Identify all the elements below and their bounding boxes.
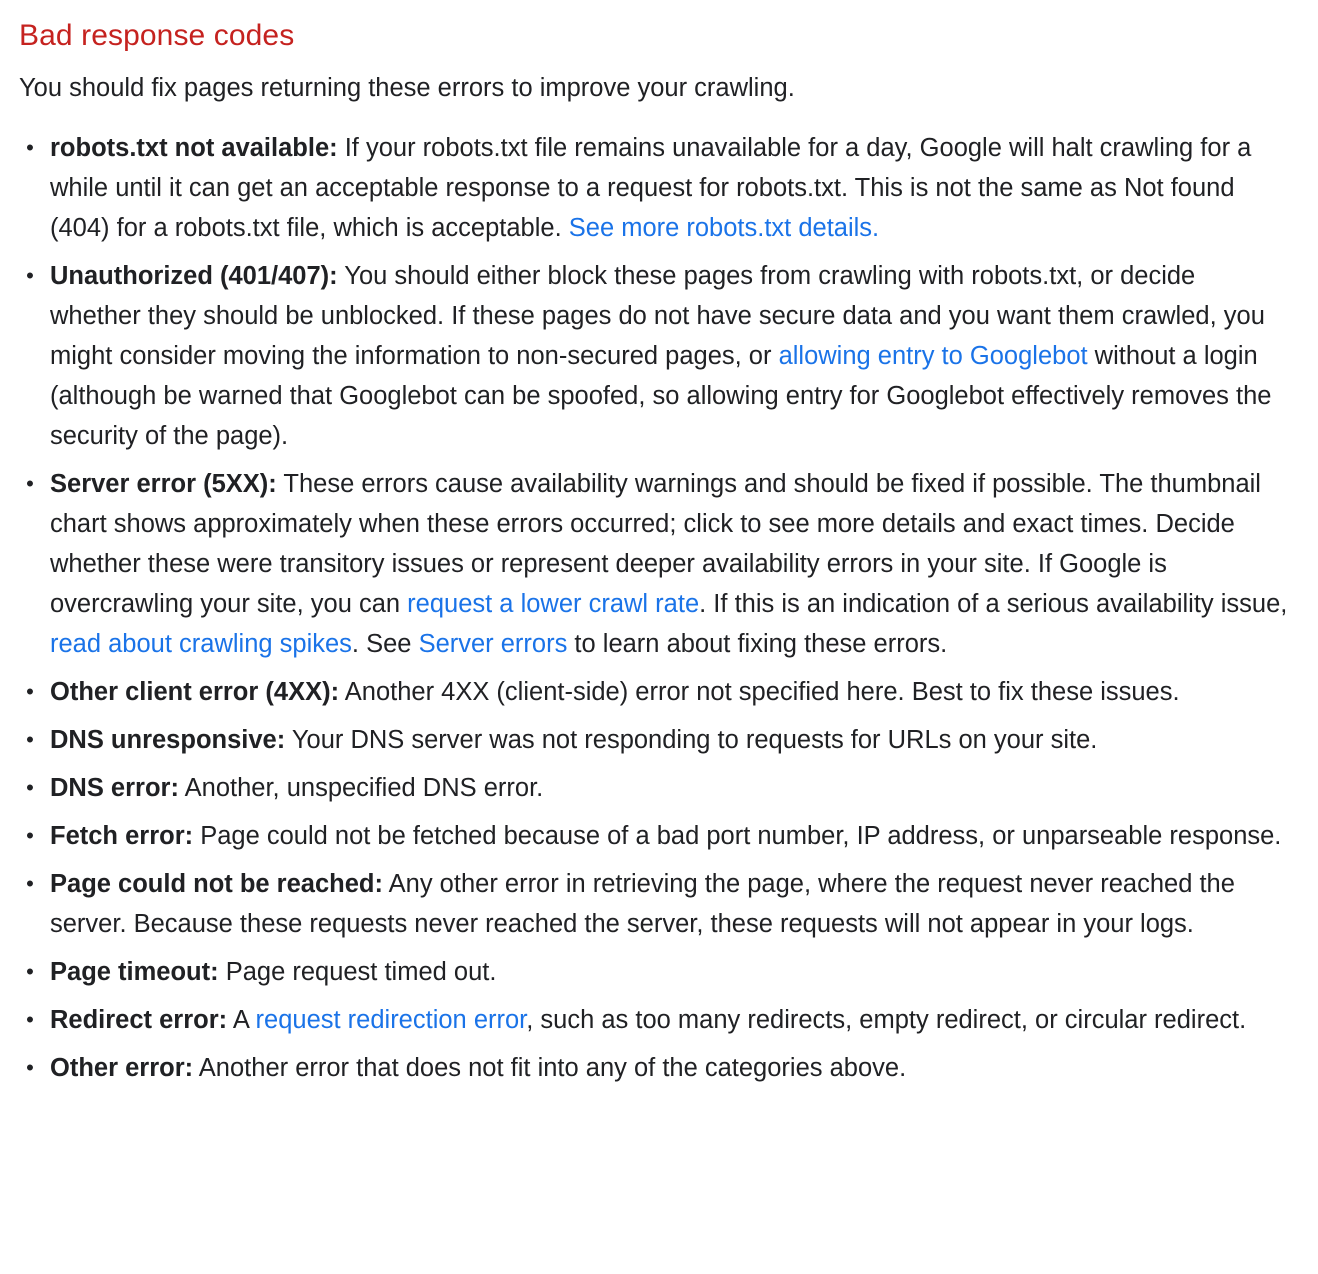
item-term: DNS error: [50, 774, 179, 802]
error-list [19, 128, 1290, 1088]
bullet-icon: • [26, 959, 34, 984]
item-text: These errors cause availability warnings and should be fixed if possible. The thumbnail chart shows approximately when these errors occurred; click to see more details and exact times. Decide whether these were transitory issues or represent deeper availability errors in your site. If Google is overcrawling your site, you can [50, 470, 1261, 618]
item-text: Any other error in retrieving the page, where the request never reached the server. Because these requests never reached the server, these requests will not appear in your logs. [50, 870, 1235, 938]
list-item-unauthorized [26, 256, 1290, 456]
bullet-icon: • [26, 1055, 34, 1080]
bullet-icon: • [26, 135, 34, 160]
request-redirection-error-link[interactable]: request redirection error [255, 1006, 527, 1034]
bullet-icon: • [26, 823, 34, 848]
item-text: You should either block these pages from crawling with robots.txt, or decide whether they should be unblocked. If these pages do not have secure data and you want them crawled, you might consider moving the information to non-secured pages, or [50, 262, 1265, 370]
item-term: Other error: [50, 1054, 194, 1082]
item-term: DNS unresponsive: [50, 726, 286, 754]
allowing-entry-googlebot-link[interactable]: allowing entry to Googlebot [778, 342, 1088, 370]
robots-txt-details-link[interactable]: See more robots.txt details. [568, 214, 880, 242]
bullet-icon: • [26, 471, 34, 496]
item-text: If your robots.txt file remains unavailable for a day, Google will halt crawling for a while until it can get an acceptable response to a request for robots.txt. This is not the same as Not found (404) for a robots.txt file, which is acceptable. [50, 134, 1252, 242]
item-text: to learn about fixing these errors. [567, 630, 948, 658]
item-term: robots.txt not available: [50, 134, 338, 162]
list-item-page-timeout [26, 952, 1290, 992]
list-item-other-error [26, 1048, 1290, 1088]
item-text: Your DNS server was not responding to requests for URLs on your site. [285, 726, 1098, 754]
list-item-redirect-error [26, 1000, 1290, 1040]
list-item-fetch-error [26, 816, 1290, 856]
bullet-icon: • [26, 727, 34, 752]
intro-paragraph: You should fix pages returning these errors to improve your crawling. [19, 74, 795, 102]
item-text: , such as too many redirects, empty redirect, or circular redirect. [526, 1006, 1247, 1034]
item-term: Fetch error: [50, 822, 194, 850]
item-text: . If this is an indication of a serious availability issue, [699, 590, 1288, 618]
item-term: Page timeout: [50, 958, 219, 986]
item-text: Page request timed out. [218, 958, 497, 986]
section-heading: Bad response codes [19, 19, 295, 52]
list-item-other-client-error [26, 672, 1290, 712]
item-term: Redirect error: [50, 1006, 228, 1034]
item-term: Unauthorized (401/407): [50, 262, 338, 290]
item-text: Another error that does not fit into any of the categories above. [193, 1054, 907, 1082]
item-text: Page could not be fetched because of a bad port number, IP address, or unparseable response. [193, 822, 1282, 850]
list-item-server-error [26, 464, 1290, 664]
item-text: Another 4XX (client-side) error not specified here. Best to fix these issues. [339, 678, 1180, 706]
item-term: Server error (5XX): [50, 470, 277, 498]
item-text: without a login (although be warned that Googlebot can be spoofed, so allowing entry for Googlebot effectively removes the security of the page). [50, 342, 1272, 450]
item-term: Page could not be reached: [50, 870, 383, 898]
bullet-icon: • [26, 871, 34, 896]
item-text: . See [351, 630, 419, 658]
bullet-icon: • [26, 263, 34, 288]
list-item-dns-unresponsive [26, 720, 1290, 760]
bullet-icon: • [26, 775, 34, 800]
list-item-robots-txt-not-available [26, 128, 1290, 248]
crawling-spikes-link[interactable]: read about crawling spikes [50, 630, 352, 658]
list-item-dns-error [26, 768, 1290, 808]
lower-crawl-rate-link[interactable]: request a lower crawl rate [407, 590, 700, 618]
item-text: Another, unspecified DNS error. [178, 774, 544, 802]
bullet-icon: • [26, 679, 34, 704]
server-errors-link[interactable]: Server errors [418, 630, 568, 658]
item-term: Other client error (4XX): [50, 678, 340, 706]
bullet-icon: • [26, 1007, 34, 1032]
item-text: A [227, 1006, 256, 1034]
list-item-page-not-reached [26, 864, 1290, 944]
